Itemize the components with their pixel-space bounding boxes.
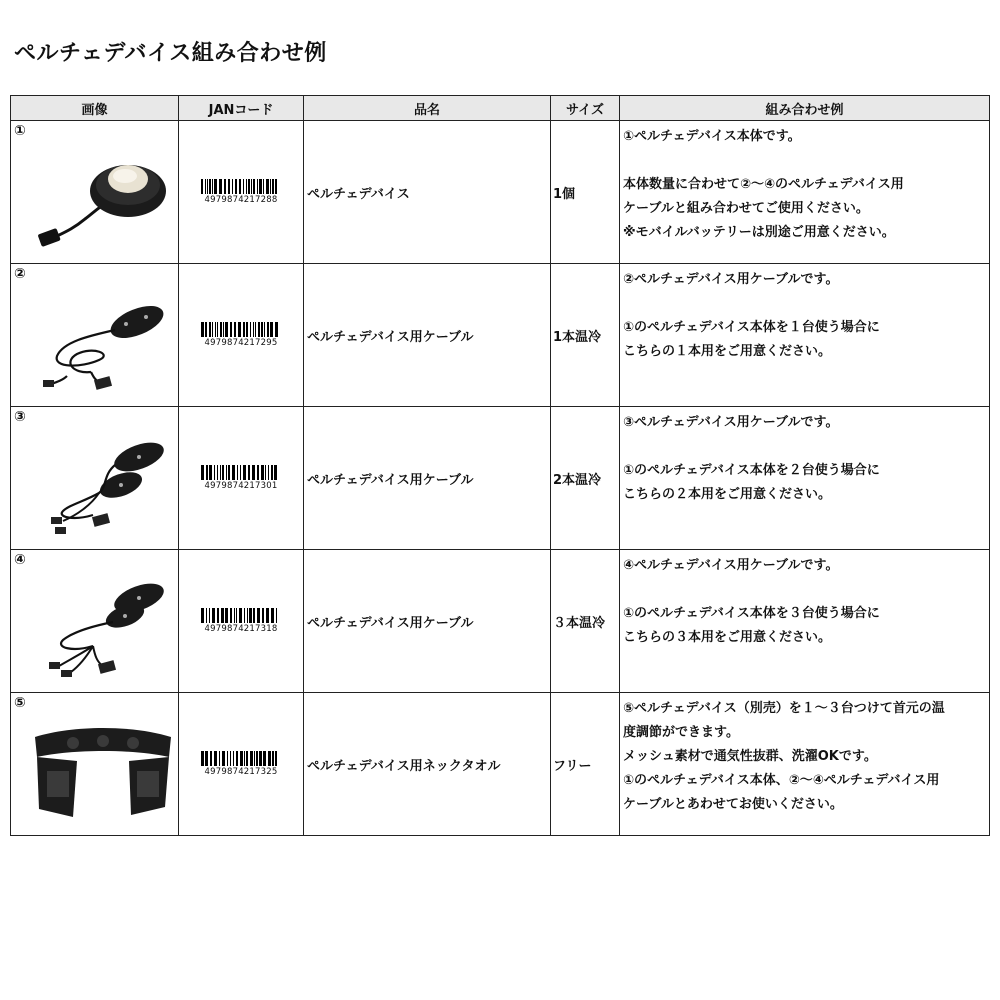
jan-cell [179,264,304,407]
combination-line: ケーブルと組み合わせてご使用ください。 [623,201,869,216]
peltier-device-photo [33,141,173,257]
combination-line: ①のペルチェデバイス本体を１台使う場合に [623,320,880,335]
size-cell [551,264,620,407]
product-size: 1個 [553,186,576,202]
name-cell [304,693,551,836]
header-image: 画像 [11,96,179,121]
combination-line: ケーブルとあわせてお使いください。 [623,797,843,812]
product-name: ペルチェデバイス用ケーブル [307,329,474,345]
product-size: フリー [553,758,592,774]
product-name: ペルチェデバイス [307,186,410,202]
barcode [201,751,281,777]
header-combination: 組み合わせ例 [620,96,990,121]
combination-line: ①のペルチェデバイス本体、②～④ペルチェデバイス用 [623,773,940,788]
table-row [11,264,990,407]
barcode-bars [201,465,281,480]
product-name: ペルチェデバイス用ケーブル [307,472,474,488]
barcode-gap [277,608,279,623]
combination-line: 本体数量に合わせて②～④のペルチェデバイス用 [623,177,904,192]
product-size: ３本温冷 [553,615,606,631]
combination-line: ①ペルチェデバイス本体です。 [623,129,801,144]
double-cable-photo [33,427,173,543]
neck-towel-photo [33,713,173,829]
jan-number: 4979874217295 [204,338,278,348]
barcode-gap [277,179,279,194]
barcode [201,322,281,348]
combination-line [623,435,986,459]
combination-cell [620,264,990,407]
header-size: サイズ [551,96,620,121]
product-name: ペルチェデバイス用ネックタオル [307,758,501,774]
combination-table [10,95,990,836]
barcode-gap [277,751,279,766]
product-name: ペルチェデバイス用ケーブル [307,615,474,631]
barcode [201,465,281,491]
combination-text [620,550,989,674]
combination-line [623,364,986,388]
combination-line: こちらの２本用をご用意ください。 [623,487,832,502]
name-cell [304,550,551,693]
table-row [11,693,990,836]
barcode [201,179,281,205]
table-row [11,121,990,264]
barcode-gap [278,322,279,337]
combination-text [620,407,989,531]
product-size: 2本温冷 [553,472,602,488]
size-cell [551,121,620,264]
combination-line: ③ペルチェデバイス用ケーブルです。 [623,415,839,430]
name-cell [304,121,551,264]
name-cell [304,407,551,550]
row-number: ③ [14,409,26,425]
combination-line: メッシュ素材で通気性抜群、洗濯OKです。 [623,749,877,764]
barcode-bars [201,322,281,337]
barcode-gap [277,465,278,480]
combination-line: ①のペルチェデバイス本体を３台使う場合に [623,606,880,621]
name-cell [304,264,551,407]
combination-text [620,121,989,245]
image-cell [11,407,179,550]
combination-line [623,292,986,316]
table-row [11,407,990,550]
combination-line: ②ペルチェデバイス用ケーブルです。 [623,272,839,287]
jan-number: 4979874217301 [204,481,278,491]
barcode-bars [201,608,281,623]
image-cell [11,550,179,693]
row-number: ② [14,266,26,282]
size-cell [551,693,620,836]
combination-cell [620,407,990,550]
image-cell [11,693,179,836]
jan-cell [179,550,304,693]
combination-line [623,578,986,602]
table-header-row [11,96,990,121]
barcode-bars [201,751,281,766]
combination-line: ※モバイルバッテリーは別途ご用意ください。 [623,225,895,240]
header-product-name: 品名 [304,96,551,121]
combination-line: 度調節ができます。 [623,725,739,740]
combination-line: ⑤ペルチェデバイス（別売）を１～３台つけて首元の温 [623,701,945,716]
jan-number: 4979874217288 [204,195,278,205]
jan-number: 4979874217318 [204,624,278,634]
combination-line: ④ペルチェデバイス用ケーブルです。 [623,558,839,573]
row-number: ④ [14,552,26,568]
triple-cable-photo [33,570,173,686]
size-cell [551,550,620,693]
image-cell [11,264,179,407]
jan-cell [179,121,304,264]
combination-text [620,693,989,817]
size-cell [551,407,620,550]
barcode-bars [201,179,281,194]
combination-line: こちらの３本用をご用意ください。 [623,630,832,645]
combination-line: こちらの１本用をご用意ください。 [623,344,832,359]
combination-line [623,149,986,173]
row-number: ⑤ [14,695,26,711]
page-title: ペルチェデバイス組み合わせ例 [14,41,327,66]
combination-cell [620,693,990,836]
jan-cell [179,407,304,550]
header-jan-code: JANコード [179,96,304,121]
table-row [11,550,990,693]
product-size: 1本温冷 [553,329,602,345]
combination-text [620,264,989,388]
combination-cell [620,550,990,693]
combination-line [623,650,986,674]
combination-cell [620,121,990,264]
combination-line [623,507,986,531]
jan-cell [179,693,304,836]
combination-line: ①のペルチェデバイス本体を２台使う場合に [623,463,880,478]
jan-number: 4979874217325 [204,767,278,777]
row-number: ① [14,123,26,139]
image-cell [11,121,179,264]
single-cable-photo [33,284,173,400]
barcode [201,608,281,634]
